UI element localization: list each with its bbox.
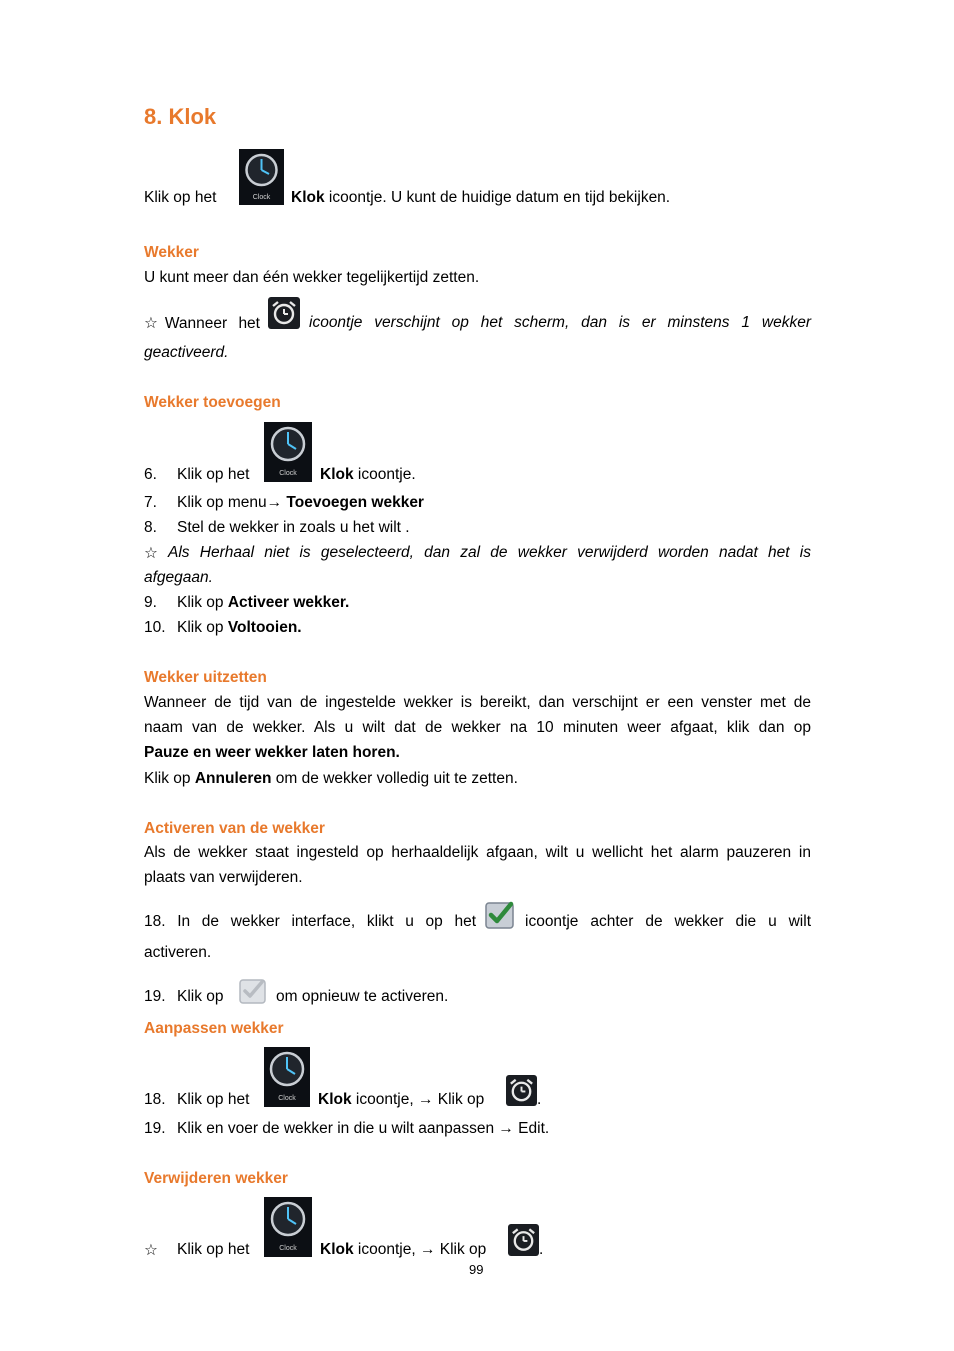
aanpassen-step-18-text: Klok icoontje, → Klik op — [318, 1091, 485, 1108]
step-7-number: 7. — [144, 494, 157, 511]
heading-verwijderen: Verwijderen wekker — [144, 1170, 288, 1187]
svg-text:Clock: Clock — [278, 1095, 296, 1102]
heading-wekker: Wekker — [144, 244, 199, 261]
aanpassen-step-18-number: 18. — [144, 1091, 166, 1108]
toevoegen-note-line1: Als Herhaal niet is geselecteerd, dan zal de wekker verwijderd worden nadat het is — [168, 544, 811, 561]
step-8-number: 8. — [144, 519, 157, 536]
svg-text:Clock: Clock — [279, 1245, 297, 1252]
toevoegen-note-line2: afgegaan. — [144, 569, 213, 586]
activeren-p2: plaats van verwijderen. — [144, 869, 303, 886]
heading-activeren: Activeren van de wekker — [144, 820, 325, 837]
activeren-step-19-a: Klik op — [177, 988, 224, 1005]
alarm-clock-icon — [268, 297, 300, 329]
activeren-step-18-b: icoontje achter de wekker die u wilt — [525, 913, 811, 930]
heading-aanpassen: Aanpassen wekker — [144, 1020, 284, 1037]
verwijderen-star-icon: ☆ — [144, 1242, 158, 1259]
clock-app-icon — [239, 149, 284, 205]
heading-wekker-toevoegen: Wekker toevoegen — [144, 394, 281, 411]
uitzetten-p4: Klik op Annuleren om de wekker volledig uit te zetten. — [144, 770, 518, 787]
step-6-number: 6. — [144, 466, 157, 483]
aanpassen-step-19-number: 19. — [144, 1120, 166, 1137]
clock-app-icon — [264, 1197, 312, 1257]
aanpassen-step-18-dot: . — [537, 1091, 542, 1108]
step-10-number: 10. — [144, 619, 166, 636]
page-title: 8. Klok — [144, 104, 217, 129]
uitzetten-p3: Pauze en weer wekker laten horen. — [144, 744, 400, 761]
svg-text:Clock: Clock — [279, 470, 297, 477]
clock-app-icon — [264, 1047, 310, 1107]
activeren-step-19-b: om opnieuw te activeren. — [276, 988, 449, 1005]
uitzetten-p2: naam van de wekker. Als u wilt dat de wekker na 10 minuten weer afgaat, klik dan op — [144, 719, 811, 736]
activeren-p1: Als de wekker staat ingesteld op herhaaldelijk afgaan, wilt u wellicht het alarm pauzeren in — [144, 844, 811, 861]
step-6-suffix: Klok icoontje. — [320, 466, 416, 483]
heading-wekker-uitzetten: Wekker uitzetten — [144, 669, 267, 686]
clock-app-icon — [264, 422, 312, 482]
step-10-text: Klik op Voltooien. — [177, 619, 302, 636]
verwijderen-step-dot: . — [539, 1241, 544, 1258]
wekker-note-b: icoontje verschijnt op het scherm, dan is er minstens 1 wekker — [309, 314, 811, 331]
svg-text:Clock: Clock — [252, 194, 271, 201]
alarm-clock-icon — [508, 1224, 539, 1256]
verwijderen-step-text: Klok icoontje, → Klik op — [320, 1241, 487, 1258]
note-star-icon: ☆ — [144, 545, 158, 562]
activeren-step-19-number: 19. — [144, 988, 166, 1005]
intro-prefix: Klik op het — [144, 189, 217, 206]
aanpassen-step-18-a: Klik op het — [177, 1091, 250, 1108]
step-9-number: 9. — [144, 594, 157, 611]
step-6-text: Klik op het — [177, 466, 250, 483]
activeren-step-18-c: activeren. — [144, 944, 212, 961]
step-8-text: Stel de wekker in zoals u het wilt . — [177, 519, 410, 536]
wekker-note-a: ☆Wanneer het — [144, 315, 260, 332]
uitzetten-p1: Wanneer de tijd van de ingestelde wekker is bereikt, dan verschijnt er een venster met de — [144, 694, 811, 711]
aanpassen-step-19-text: Klik en voer de wekker in die u wilt aanpassen → Edit. — [177, 1120, 550, 1137]
activeren-step-18-a: 18. In de wekker interface, klikt u op het — [144, 913, 476, 930]
wekker-line1: U kunt meer dan één wekker tegelijkertijd zetten. — [144, 269, 480, 286]
step-7-text: Klik op menu→ Toevoegen wekker — [177, 494, 424, 511]
alarm-clock-icon — [506, 1075, 537, 1106]
checkbox-unchecked-icon — [238, 977, 268, 1005]
step-9-text: Klik op Activeer wekker. — [177, 594, 350, 611]
checkbox-checked-icon — [484, 900, 516, 930]
page-number: 99 — [469, 1262, 484, 1277]
verwijderen-step-a: Klik op het — [177, 1241, 250, 1258]
intro-text: Klok icoontje. U kunt de huidige datum en tijd bekijken. — [291, 189, 671, 206]
wekker-note-c: geactiveerd. — [144, 344, 229, 361]
